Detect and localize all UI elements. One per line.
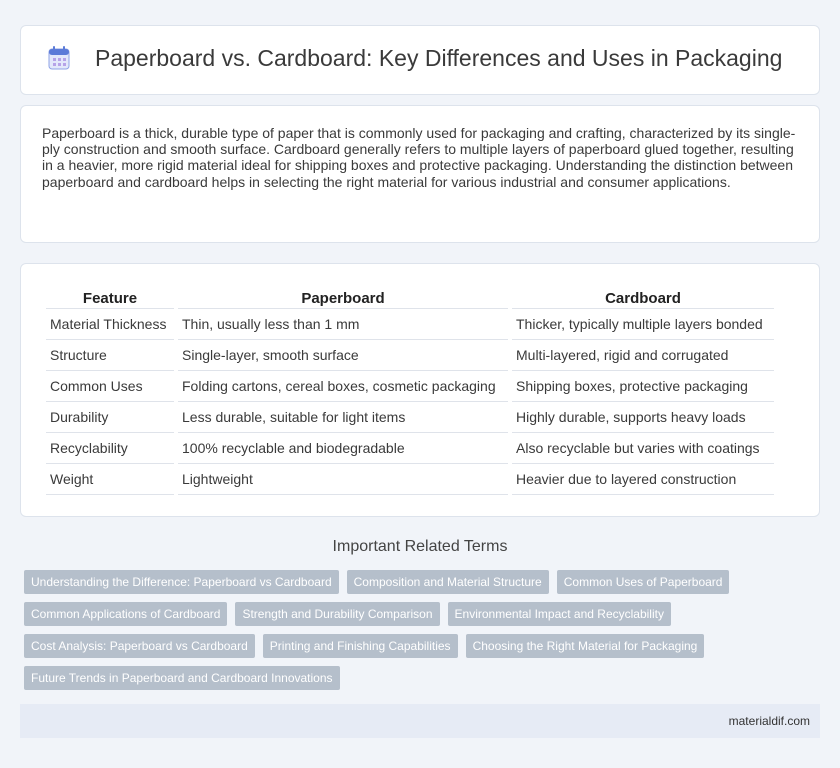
related-term-tag[interactable]: Common Uses of Paperboard xyxy=(557,570,730,594)
table-cell: Lightweight xyxy=(178,464,508,495)
table-cell: Material Thickness xyxy=(46,309,174,340)
table-row xyxy=(46,464,774,495)
related-terms-title: Important Related Terms xyxy=(332,538,508,555)
site-link[interactable]: materialdif.com xyxy=(728,714,810,728)
table-cell: Less durable, suitable for light items xyxy=(178,402,508,433)
related-term-tag[interactable]: Composition and Material Structure xyxy=(347,570,549,594)
table-cell: Thin, usually less than 1 mm xyxy=(178,309,508,340)
table-row xyxy=(46,371,774,402)
column-header-cardboard: Cardboard xyxy=(512,286,774,309)
table-cell: Multi-layered, rigid and corrugated xyxy=(512,340,774,371)
header-card xyxy=(20,25,820,95)
intro-card xyxy=(20,105,820,243)
related-term-tag[interactable]: Printing and Finishing Capabilities xyxy=(263,634,458,658)
table-cell: Recyclability xyxy=(46,433,174,464)
table-cell: Folding cartons, cereal boxes, cosmetic packaging xyxy=(178,371,508,402)
table-header-row xyxy=(46,286,774,309)
related-term-tag[interactable]: Environmental Impact and Recyclability xyxy=(448,602,671,626)
table-cell: Structure xyxy=(46,340,174,371)
table-cell: Thicker, typically multiple layers bonded xyxy=(512,309,774,340)
calendar-icon xyxy=(48,46,70,70)
related-term-tag[interactable]: Strength and Durability Comparison xyxy=(235,602,439,626)
related-term-tag[interactable]: Cost Analysis: Paperboard vs Cardboard xyxy=(24,634,255,658)
table-cell: Also recyclable but varies with coatings xyxy=(512,433,774,464)
table-cell: Heavier due to layered construction xyxy=(512,464,774,495)
table-row xyxy=(46,309,774,340)
table-cell: Durability xyxy=(46,402,174,433)
related-term-tag[interactable]: Common Applications of Cardboard xyxy=(24,602,227,626)
related-terms-list xyxy=(24,570,814,690)
table-cell: Highly durable, supports heavy loads xyxy=(512,402,774,433)
comparison-table xyxy=(42,286,778,495)
related-term-tag[interactable]: Future Trends in Paperboard and Cardboard Innovations xyxy=(24,666,340,690)
column-header-paperboard: Paperboard xyxy=(178,286,508,309)
table-row xyxy=(46,402,774,433)
table-cell: Common Uses xyxy=(46,371,174,402)
page-title: Paperboard vs. Cardboard: Key Differences and Uses in Packaging xyxy=(95,45,783,71)
table-cell: Shipping boxes, protective packaging xyxy=(512,371,774,402)
table-cell: Weight xyxy=(46,464,174,495)
related-term-tag[interactable]: Choosing the Right Material for Packaging xyxy=(466,634,705,658)
table-row xyxy=(46,433,774,464)
table-cell: 100% recyclable and biodegradable xyxy=(178,433,508,464)
column-header-feature: Feature xyxy=(46,286,174,309)
table-row xyxy=(46,340,774,371)
related-term-tag[interactable]: Understanding the Difference: Paperboard vs Cardboard xyxy=(24,570,339,594)
intro-paragraph: Paperboard is a thick, durable type of paper that is commonly used for packaging and crafting, characterized by its single-ply construction and smooth surface. Cardboard generally refers to multiple layers of paperboard glued together, resulting in a heavier, more rigid material ideal for shipping boxes and protective packaging. Understanding the distinction between paperboard and cardboard helps in selecting the right material for various industrial and consumer applications. xyxy=(42,125,796,190)
comparison-table-card xyxy=(20,263,820,517)
table-cell: Single-layer, smooth surface xyxy=(178,340,508,371)
footer xyxy=(20,704,820,738)
